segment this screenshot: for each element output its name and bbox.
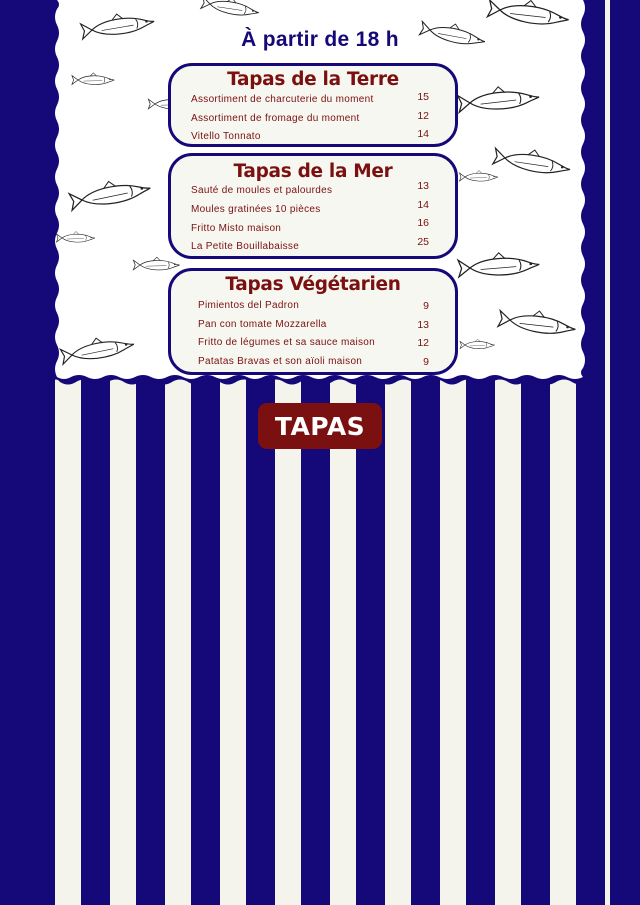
section-title: Tapas de la Mer <box>233 161 393 182</box>
menu-item-price: 9 <box>423 300 429 312</box>
menu-item: Pimientos del Padron <box>198 300 300 311</box>
tapas-badge-label: TAPAS <box>274 411 366 441</box>
section-title: Tapas de la Terre <box>227 69 399 90</box>
section-tapas-mer <box>168 153 458 259</box>
menu-item: Sauté de moules et palourdes <box>191 185 333 196</box>
menu-item-price: 12 <box>417 110 429 122</box>
menu-item-price: 25 <box>417 236 429 248</box>
menu-item: Vitello Tonnato <box>191 131 261 142</box>
menu-item: Assortiment de charcuterie du moment <box>191 94 374 105</box>
menu-item-price: 13 <box>417 319 429 331</box>
section-tapas-terre <box>168 63 458 147</box>
menu-item: Fritto Misto maison <box>191 223 282 234</box>
menu-item-price: 14 <box>417 199 429 211</box>
section-tapas-vegetarien <box>168 268 458 375</box>
menu-item: Assortiment de fromage du moment <box>191 113 360 124</box>
menu-item-price: 15 <box>417 91 429 103</box>
tapas-badge <box>258 403 382 449</box>
section-title: Tapas Végétarien <box>225 274 401 295</box>
menu-item: Pan con tomate Mozzarella <box>198 319 327 330</box>
menu-item-price: 12 <box>417 337 429 349</box>
menu-item: Moules gratinées 10 pièces <box>191 204 321 215</box>
menu-item-price: 9 <box>423 356 429 368</box>
menu-item: La Petite Bouillabaisse <box>191 241 300 252</box>
menu-item: Patatas Bravas et son aïoli maison <box>198 356 363 367</box>
page-heading: À partir de 18 h <box>241 28 399 51</box>
menu-item-price: 14 <box>417 128 429 140</box>
menu-item-price: 13 <box>417 180 429 192</box>
menu-item: Fritto de légumes et sa sauce maison <box>198 337 375 348</box>
menu-item-price: 16 <box>417 217 429 229</box>
